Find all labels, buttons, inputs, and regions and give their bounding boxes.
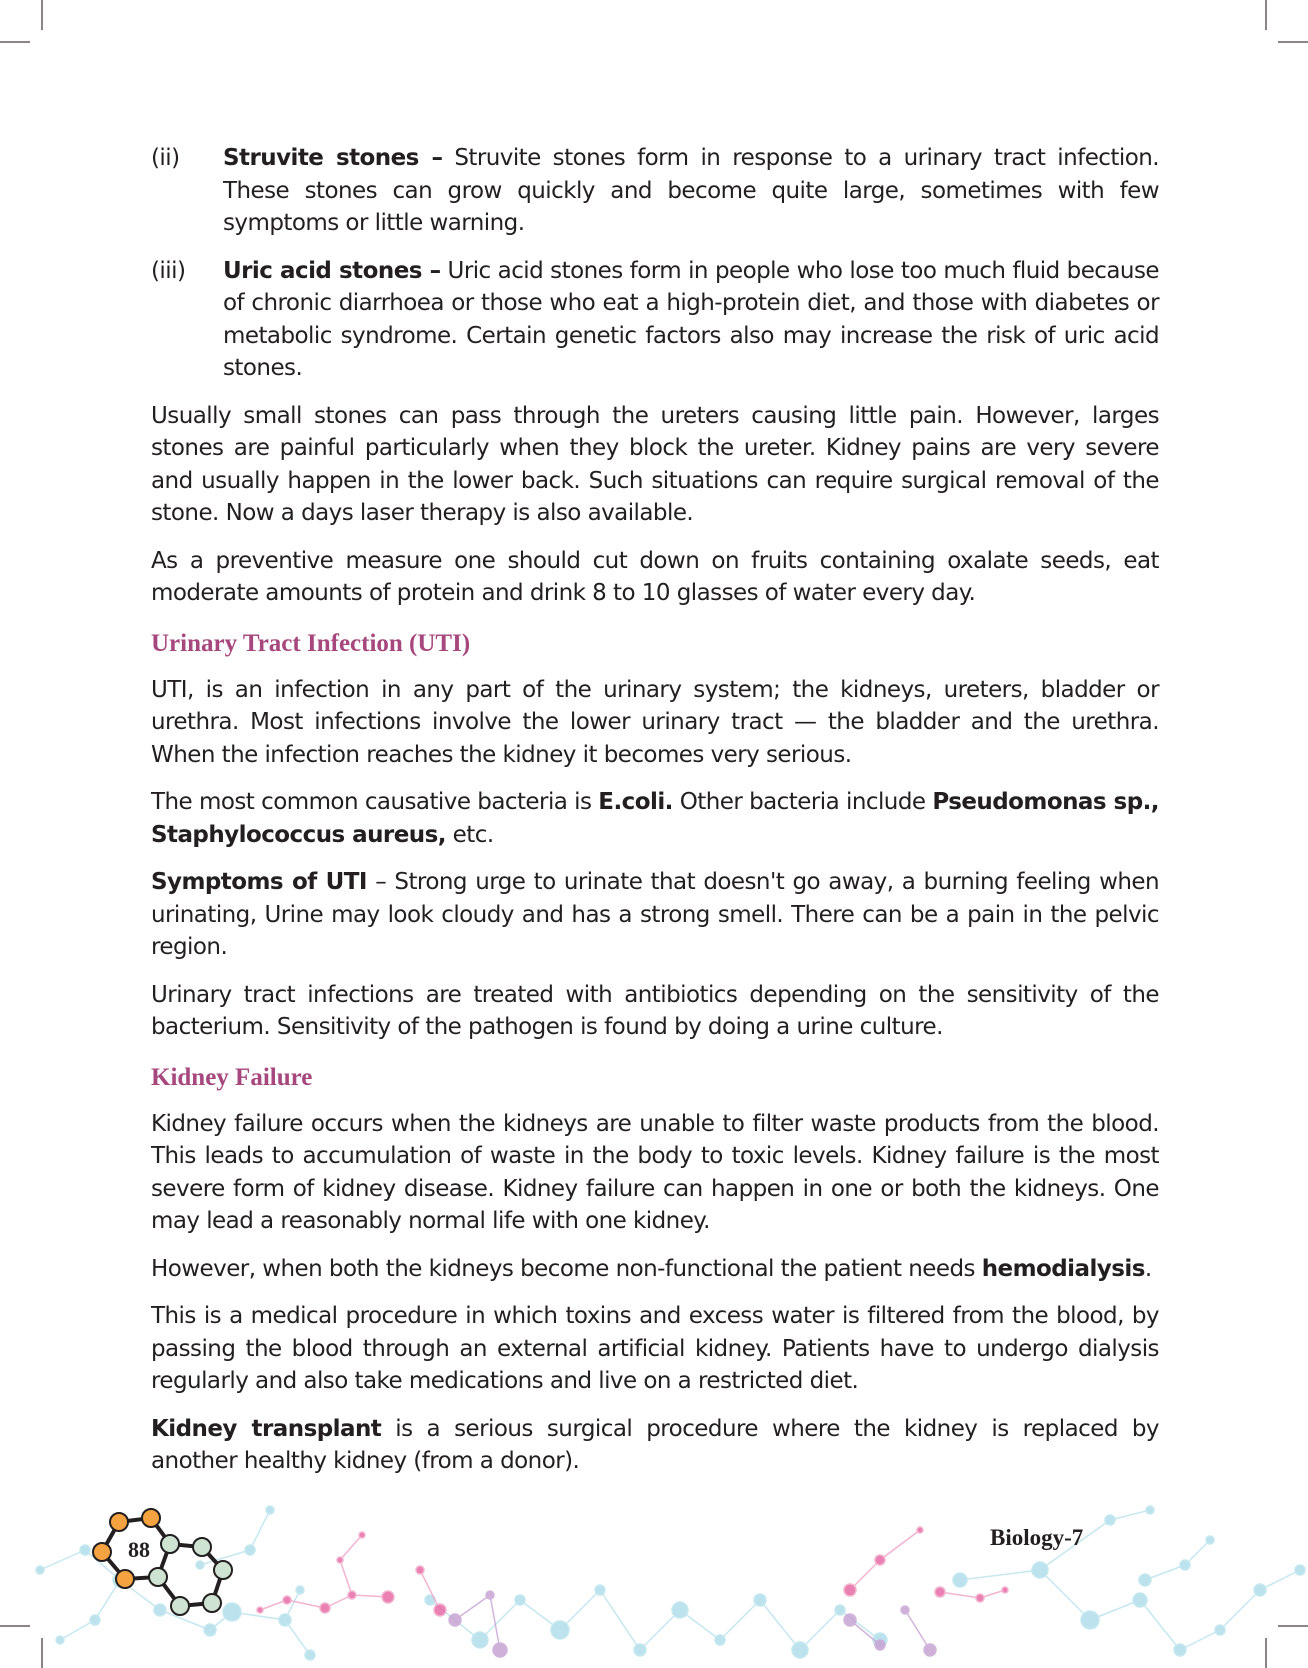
molecule-network-footer-decoration — [0, 1480, 1308, 1668]
list-marker: (ii) — [151, 145, 180, 171]
page-content — [151, 142, 1159, 1493]
heading-kidney-failure: Kidney Failure — [151, 1063, 313, 1091]
term-uric-acid-stones: Uric acid stones – — [223, 257, 441, 284]
page-number: 88 — [128, 1537, 150, 1562]
paragraph-uti-definition: UTI, is an infection in any part of the urinary system; the kidneys, ureters, bladder or urethra. Most infections involve the lower urinary tract — the bladder and the urethra. When the infection reaches the kidney it becomes very serious. — [151, 676, 1159, 768]
crop-mark-top-right-h — [1278, 41, 1308, 43]
term-other-bacteria: Pseudomonas sp., Staphylococcus aureus, — [151, 789, 1159, 848]
paragraph-small-stones: Usually small stones can pass through the ureters causing little pain. However, larges stones are painful particularly when they block the ureter. Kidney pains are very severe and usually happen in the lower back. Such situations can require surgical removal of the stone. Now a days laser therapy is also available. — [151, 402, 1159, 526]
book-title-footer: Biology-7 — [990, 1525, 1084, 1550]
term-symptoms-of-uti: Symptoms of UTI — [151, 869, 367, 895]
paragraph-dialysis-procedure: This is a medical procedure in which toxins and excess water is filtered from the blood, by passing the blood through an external artificial kidney. Patients have to undergo dialysis regularly and also take medications and live on a restricted diet. — [151, 1303, 1159, 1394]
paragraph-hemodialysis: However, when both the kidneys become non-functional the patient needs hemodialysis. — [151, 1255, 1152, 1282]
list-item-struvite-stones — [151, 142, 1159, 240]
paragraph-preventive-measure: As a preventive measure one should cut down on fruits containing oxalate seeds, eat moderate amounts of protein and drink 8 to 10 glasses of water every day. — [151, 547, 1159, 606]
paragraph-uti-treatment: Urinary tract infections are treated with antibiotics depending on the sensitivity of the bacterium. Sensitivity of the pathogen is found by doing a urine culture. — [151, 981, 1159, 1040]
crop-mark-top-left-h — [0, 41, 30, 43]
crop-mark-top-left-v — [41, 0, 43, 30]
paragraph-uti-bacteria: The most common causative bacteria is E.coli. Other bacteria include Pseudomonas sp., Staphylococcus aureus, etc. — [151, 789, 1159, 848]
paragraph-kidney-transplant: Kidney transplant is a serious surgical procedure where the kidney is replaced by another healthy kidney (from a donor). — [151, 1415, 1159, 1474]
paragraph-uti-symptoms: Symptoms of UTI – Strong urge to urinate that doesn't go away, a burning feeling when urinating, Urine may look cloudy and has a strong smell. There can be a pain in the pelvic region. — [151, 869, 1159, 960]
term-struvite-stones: Struvite stones – — [223, 145, 443, 171]
paragraph-kidney-failure-definition: Kidney failure occurs when the kidneys are unable to filter waste products from the blood. This leads to accumulation of waste in the body to toxic levels. Kidney failure is the most severe form of kidney disease. Kidney failure can happen in one or both the kidneys. One may lead a reasonably normal life with one kidney. — [151, 1110, 1159, 1234]
heading-uti: Urinary Tract Infection (UTI) — [151, 629, 471, 657]
list-text: Uric acid stones – Uric acid stones form in people who lose too much fluid because of chronic diarrhoea or those who eat a high-protein diet, and those with diabetes or metabolic syndrome. Certain genetic factors also may increase the risk of uric acid stones. — [223, 257, 1159, 381]
term-kidney-transplant: Kidney transplant — [151, 1415, 382, 1442]
list-item-uric-acid-stones — [151, 255, 1159, 385]
term-hemodialysis: hemodialysis — [981, 1255, 1145, 1282]
term-ecoli: E.coli. — [598, 789, 673, 815]
list-marker: (iii) — [151, 257, 186, 284]
list-text: Struvite stones – Struvite stones form in response to a urinary tract infection. These stones can grow quickly and become quite large, sometimes with few symptoms or little warning. — [223, 145, 1160, 236]
crop-mark-top-right-v — [1265, 0, 1267, 30]
